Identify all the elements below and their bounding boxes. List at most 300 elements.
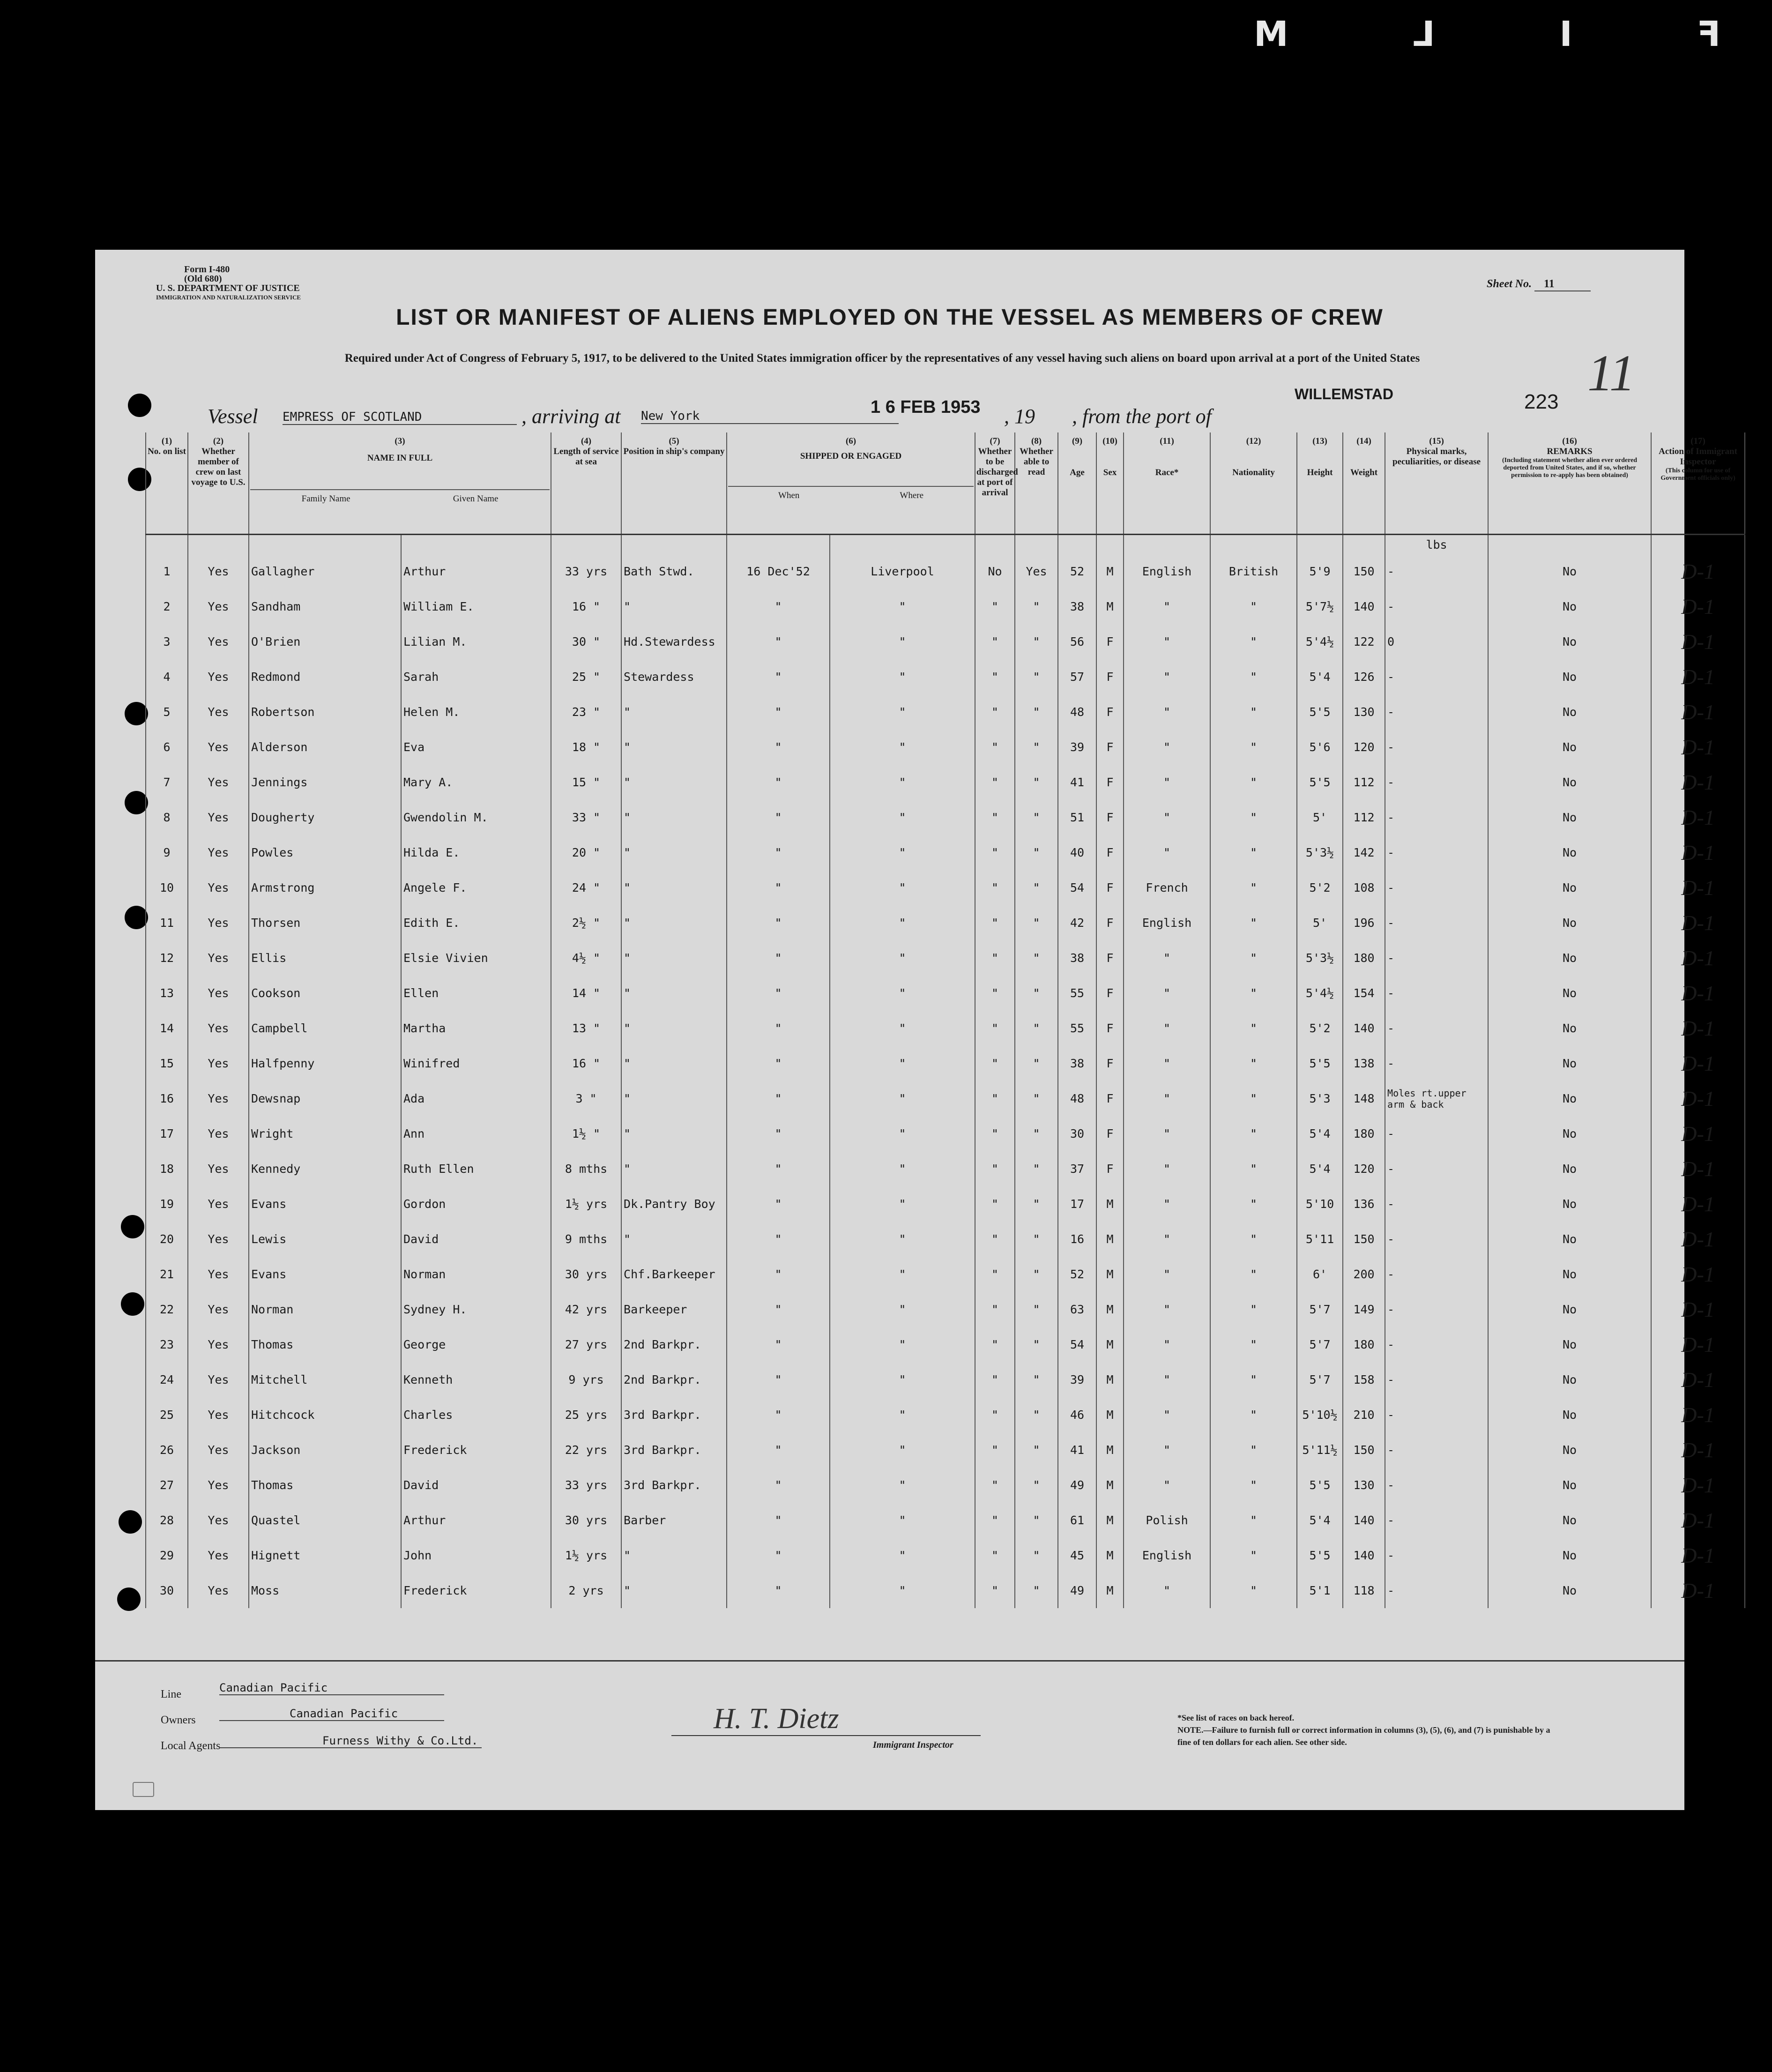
row-number-cell: 14: [146, 1011, 188, 1046]
previous-voyage-cell: Yes: [188, 800, 249, 835]
discharged-cell: No: [975, 554, 1015, 589]
physical-marks-cell: -: [1385, 870, 1488, 905]
nationality-cell: ": [1210, 1468, 1297, 1503]
position-cell: 2nd Barkpr.: [621, 1362, 727, 1397]
remarks-cell: No: [1488, 976, 1651, 1011]
punch-hole: [121, 1215, 144, 1238]
sheet-number-field: [1487, 278, 1591, 291]
previous-voyage-cell: Yes: [188, 765, 249, 800]
service-length-cell: 22 yrs: [551, 1432, 621, 1468]
footer-divider: [95, 1660, 1684, 1662]
shipped-when-cell: ": [727, 905, 830, 940]
remarks-cell: No: [1488, 940, 1651, 976]
weight-cell: 112: [1343, 800, 1385, 835]
remarks-cell: No: [1488, 1362, 1651, 1397]
table-row: [146, 730, 1745, 765]
discharged-cell: ": [975, 1468, 1015, 1503]
weight-cell: 120: [1343, 730, 1385, 765]
col-header-weight: (14) Weight: [1343, 432, 1385, 535]
nationality-cell: ": [1210, 1362, 1297, 1397]
shipped-where-cell: ": [830, 1538, 975, 1573]
physical-marks-cell: -: [1385, 1186, 1488, 1222]
previous-voyage-cell: Yes: [188, 1292, 249, 1327]
able-to-read-cell: ": [1015, 800, 1058, 835]
able-to-read-cell: ": [1015, 1186, 1058, 1222]
physical-marks-cell: -: [1385, 589, 1488, 624]
given-name-cell: Edith E.: [401, 905, 551, 940]
age-cell: 41: [1058, 1432, 1096, 1468]
punch-hole: [117, 1588, 141, 1611]
line-label: Line: [161, 1688, 181, 1700]
discharged-cell: ": [975, 1397, 1015, 1432]
table-row: [146, 765, 1745, 800]
previous-voyage-cell: Yes: [188, 1257, 249, 1292]
shipped-where-cell: ": [830, 1432, 975, 1468]
row-number-cell: 29: [146, 1538, 188, 1573]
row-number-cell: 8: [146, 800, 188, 835]
service-length-cell: 25 yrs: [551, 1397, 621, 1432]
service-length-cell: 25 ": [551, 659, 621, 694]
vessel-label: Vessel: [208, 405, 258, 428]
physical-marks-cell: -: [1385, 1538, 1488, 1573]
table-row: [146, 1468, 1745, 1503]
table-row: [146, 1116, 1745, 1151]
nationality-cell: ": [1210, 1327, 1297, 1362]
discharged-cell: ": [975, 1538, 1015, 1573]
row-number-cell: 3: [146, 624, 188, 659]
physical-marks-cell: -: [1385, 800, 1488, 835]
sex-cell: F: [1096, 730, 1124, 765]
able-to-read-cell: ": [1015, 1432, 1058, 1468]
position-cell: 3rd Barkpr.: [621, 1468, 727, 1503]
race-cell: ": [1124, 624, 1210, 659]
physical-marks-cell: -: [1385, 1046, 1488, 1081]
inspector-action-cell: D-1: [1651, 1151, 1745, 1186]
weight-cell: 140: [1343, 1538, 1385, 1573]
shipped-where-cell: ": [830, 624, 975, 659]
races-note: *See list of races on back hereof.: [1177, 1713, 1295, 1722]
able-to-read-cell: ": [1015, 1397, 1058, 1432]
previous-voyage-cell: Yes: [188, 1046, 249, 1081]
given-name-cell: George: [401, 1327, 551, 1362]
remarks-cell: No: [1488, 624, 1651, 659]
remarks-cell: No: [1488, 835, 1651, 870]
able-to-read-cell: ": [1015, 1468, 1058, 1503]
remarks-cell: No: [1488, 1292, 1651, 1327]
remarks-cell: No: [1488, 870, 1651, 905]
remarks-cell: No: [1488, 659, 1651, 694]
physical-marks-cell: -: [1385, 905, 1488, 940]
weight-cell: 148: [1343, 1081, 1385, 1116]
discharged-cell: ": [975, 1151, 1015, 1186]
remarks-cell: No: [1488, 1327, 1651, 1362]
shipped-where-cell: ": [830, 976, 975, 1011]
discharged-cell: ": [975, 1573, 1015, 1608]
col-header-inspector-action: (17) Action of Immigrant Inspector (This column for use of Government officials only): [1651, 432, 1745, 535]
nationality-cell: ": [1210, 659, 1297, 694]
previous-voyage-cell: Yes: [188, 554, 249, 589]
previous-voyage-cell: Yes: [188, 1011, 249, 1046]
table-row: [146, 1573, 1745, 1608]
row-number-cell: 28: [146, 1503, 188, 1538]
table-row: [146, 1257, 1745, 1292]
nationality-cell: ": [1210, 976, 1297, 1011]
margin-mark: 11: [1587, 344, 1635, 402]
shipped-when-cell: ": [727, 800, 830, 835]
department: U. S. DEPARTMENT OF JUSTICE: [156, 283, 300, 293]
discharged-cell: ": [975, 730, 1015, 765]
table-row: [146, 1292, 1745, 1327]
table-row: [146, 1432, 1745, 1468]
able-to-read-cell: ": [1015, 1011, 1058, 1046]
height-cell: 5'5: [1297, 765, 1343, 800]
punch-hole: [128, 394, 151, 417]
discharged-cell: ": [975, 1292, 1015, 1327]
table-row: [146, 1186, 1745, 1222]
punch-hole: [119, 1510, 142, 1534]
shipped-where-cell: ": [830, 905, 975, 940]
row-number-cell: 12: [146, 940, 188, 976]
shipped-where-cell: ": [830, 1222, 975, 1257]
family-name-cell: Armstrong: [249, 870, 401, 905]
age-cell: 37: [1058, 1151, 1096, 1186]
previous-voyage-cell: Yes: [188, 976, 249, 1011]
height-cell: 5'4: [1297, 659, 1343, 694]
family-name-cell: O'Brien: [249, 624, 401, 659]
shipped-when-cell: 16 Dec'52: [727, 554, 830, 589]
nationality-cell: British: [1210, 554, 1297, 589]
remarks-cell: No: [1488, 1011, 1651, 1046]
race-cell: ": [1124, 1186, 1210, 1222]
weight-cell: 149: [1343, 1292, 1385, 1327]
shipped-where-cell: ": [830, 1327, 975, 1362]
table-header: [146, 432, 1745, 535]
sex-cell: M: [1096, 554, 1124, 589]
discharged-cell: ": [975, 1222, 1015, 1257]
physical-marks-cell: -: [1385, 554, 1488, 589]
family-name-cell: Thomas: [249, 1468, 401, 1503]
inspector-action-cell: D-1: [1651, 765, 1745, 800]
given-name-cell: Ann: [401, 1116, 551, 1151]
owners-label: Owners: [161, 1714, 196, 1726]
height-cell: 5': [1297, 905, 1343, 940]
shipped-where-cell: ": [830, 800, 975, 835]
previous-voyage-cell: Yes: [188, 1573, 249, 1608]
service-length-cell: 9 mths: [551, 1222, 621, 1257]
position-cell: ": [621, 870, 727, 905]
race-cell: ": [1124, 800, 1210, 835]
fine-note: NOTE.—Failure to furnish full or correct information in columns (3), (5), (6), and (7) is punishable by a fine of ten dollars for each alien. See other side.: [1177, 1725, 1550, 1747]
sex-cell: M: [1096, 1362, 1124, 1397]
row-number-cell: 6: [146, 730, 188, 765]
previous-voyage-cell: Yes: [188, 694, 249, 730]
col-header-read: (8) Whether able to read: [1015, 432, 1058, 535]
col-header-shipped: (6) SHIPPED OR ENGAGED When Where: [727, 432, 975, 535]
family-name-cell: Dougherty: [249, 800, 401, 835]
inspector-action-cell: D-1: [1651, 1573, 1745, 1608]
able-to-read-cell: ": [1015, 1222, 1058, 1257]
nationality-cell: ": [1210, 1257, 1297, 1292]
weight-cell: 120: [1343, 1151, 1385, 1186]
height-cell: 5'11: [1297, 1222, 1343, 1257]
shipped-where-cell: Liverpool: [830, 554, 975, 589]
inspector-action-cell: D-1: [1651, 1011, 1745, 1046]
position-cell: 3rd Barkpr.: [621, 1432, 727, 1468]
row-number-cell: 9: [146, 835, 188, 870]
height-cell: 5'3½: [1297, 835, 1343, 870]
inspector-action-cell: D-1: [1651, 835, 1745, 870]
remarks-cell: No: [1488, 800, 1651, 835]
row-number-cell: 25: [146, 1397, 188, 1432]
row-number-cell: 7: [146, 765, 188, 800]
able-to-read-cell: ": [1015, 1081, 1058, 1116]
able-to-read-cell: ": [1015, 835, 1058, 870]
sex-cell: M: [1096, 1186, 1124, 1222]
position-cell: Barber: [621, 1503, 727, 1538]
height-cell: 5'5: [1297, 1046, 1343, 1081]
sex-cell: F: [1096, 870, 1124, 905]
arriving-label: , arriving at: [521, 405, 621, 428]
discharged-cell: ": [975, 976, 1015, 1011]
table-row: [146, 1046, 1745, 1081]
nationality-cell: ": [1210, 1432, 1297, 1468]
age-cell: 39: [1058, 1362, 1096, 1397]
discharged-cell: ": [975, 765, 1015, 800]
age-cell: 17: [1058, 1186, 1096, 1222]
discharged-cell: ": [975, 940, 1015, 976]
shipped-where-cell: ": [830, 870, 975, 905]
race-cell: ": [1124, 1011, 1210, 1046]
previous-voyage-cell: Yes: [188, 1397, 249, 1432]
row-number-cell: 21: [146, 1257, 188, 1292]
able-to-read-cell: ": [1015, 1327, 1058, 1362]
nationality-cell: ": [1210, 730, 1297, 765]
age-cell: 63: [1058, 1292, 1096, 1327]
weight-cell: 140: [1343, 1011, 1385, 1046]
row-number-cell: 20: [146, 1222, 188, 1257]
weight-cell: 140: [1343, 589, 1385, 624]
age-cell: 48: [1058, 694, 1096, 730]
table-row: [146, 659, 1745, 694]
weight-cell: 112: [1343, 765, 1385, 800]
shipped-where-cell: ": [830, 1397, 975, 1432]
height-cell: 5'11½: [1297, 1432, 1343, 1468]
physical-marks-cell: -: [1385, 976, 1488, 1011]
age-cell: 51: [1058, 800, 1096, 835]
service-length-cell: 42 yrs: [551, 1292, 621, 1327]
nationality-cell: ": [1210, 765, 1297, 800]
age-cell: 49: [1058, 1573, 1096, 1608]
age-cell: 38: [1058, 589, 1096, 624]
family-name-cell: Moss: [249, 1573, 401, 1608]
row-number-cell: 23: [146, 1327, 188, 1362]
shipped-where-cell: ": [830, 1573, 975, 1608]
shipped-when-cell: ": [727, 835, 830, 870]
remarks-cell: No: [1488, 1503, 1651, 1538]
service-length-cell: 20 ": [551, 835, 621, 870]
height-cell: 5'4: [1297, 1503, 1343, 1538]
shipped-where-cell: ": [830, 1011, 975, 1046]
service-length-cell: 1½ ": [551, 1116, 621, 1151]
weight-cell: 180: [1343, 940, 1385, 976]
table-row: [146, 976, 1745, 1011]
film-marker: F I L M: [1197, 14, 1720, 54]
service-length-cell: 18 ": [551, 730, 621, 765]
position-cell: 3rd Barkpr.: [621, 1397, 727, 1432]
given-name-cell: Lilian M.: [401, 624, 551, 659]
remarks-cell: No: [1488, 1222, 1651, 1257]
position-cell: ": [621, 1116, 727, 1151]
inspector-action-cell: D-1: [1651, 1397, 1745, 1432]
shipped-when-cell: ": [727, 1011, 830, 1046]
nationality-cell: ": [1210, 1292, 1297, 1327]
physical-marks-cell: -: [1385, 765, 1488, 800]
arrival-port: New York: [641, 409, 899, 424]
physical-marks-cell: -: [1385, 1011, 1488, 1046]
physical-marks-cell: -: [1385, 835, 1488, 870]
weight-cell: 140: [1343, 1503, 1385, 1538]
sex-cell: M: [1096, 1503, 1124, 1538]
family-name-cell: Mitchell: [249, 1362, 401, 1397]
service-length-cell: 9 yrs: [551, 1362, 621, 1397]
inspector-action-cell: D-1: [1651, 940, 1745, 976]
position-cell: ": [621, 1046, 727, 1081]
inspector-action-cell: D-1: [1651, 905, 1745, 940]
shipped-when-cell: ": [727, 1397, 830, 1432]
given-name-cell: Charles: [401, 1397, 551, 1432]
service-length-cell: 8 mths: [551, 1151, 621, 1186]
race-cell: ": [1124, 1222, 1210, 1257]
age-cell: 40: [1058, 835, 1096, 870]
table-row: [146, 1362, 1745, 1397]
form-subtitle: Required under Act of Congress of February 5, 1917, to be delivered to the United States immigration officer by the representatives of any vessel having such aliens on board upon arrival at a port of the United States: [344, 352, 1420, 365]
inspector-action-cell: D-1: [1651, 1327, 1745, 1362]
service-length-cell: 16 ": [551, 1046, 621, 1081]
shipped-where-cell: ": [830, 835, 975, 870]
remarks-cell: No: [1488, 1046, 1651, 1081]
service-length-cell: 23 ": [551, 694, 621, 730]
inspector-action-cell: D-1: [1651, 730, 1745, 765]
table-row: [146, 1397, 1745, 1432]
able-to-read-cell: ": [1015, 1503, 1058, 1538]
race-cell: ": [1124, 1327, 1210, 1362]
sex-cell: F: [1096, 835, 1124, 870]
able-to-read-cell: ": [1015, 589, 1058, 624]
age-cell: 56: [1058, 624, 1096, 659]
previous-voyage-cell: Yes: [188, 905, 249, 940]
family-name-cell: Powles: [249, 835, 401, 870]
nationality-cell: ": [1210, 1503, 1297, 1538]
age-cell: 61: [1058, 1503, 1096, 1538]
discharged-cell: ": [975, 870, 1015, 905]
able-to-read-cell: ": [1015, 1292, 1058, 1327]
nationality-cell: ": [1210, 1081, 1297, 1116]
shipped-when-cell: ": [727, 1186, 830, 1222]
nationality-cell: ": [1210, 1222, 1297, 1257]
shipped-where-cell: ": [830, 765, 975, 800]
service-length-cell: 15 ": [551, 765, 621, 800]
given-name-cell: Frederick: [401, 1432, 551, 1468]
given-name-cell: Martha: [401, 1011, 551, 1046]
physical-marks-cell: -: [1385, 940, 1488, 976]
table-row: [146, 800, 1745, 835]
col-header-sex: (10) Sex: [1096, 432, 1124, 535]
row-number-cell: 4: [146, 659, 188, 694]
height-cell: 5'3: [1297, 1081, 1343, 1116]
position-cell: ": [621, 940, 727, 976]
race-cell: ": [1124, 976, 1210, 1011]
nationality-cell: ": [1210, 1116, 1297, 1151]
position-cell: ": [621, 976, 727, 1011]
sex-cell: F: [1096, 694, 1124, 730]
family-name-cell: Jennings: [249, 765, 401, 800]
position-cell: ": [621, 1573, 727, 1608]
col-header-name: (3) NAME IN FULL Family Name Given Name: [249, 432, 551, 535]
physical-marks-cell: -: [1385, 1432, 1488, 1468]
position-cell: ": [621, 1222, 727, 1257]
height-cell: 5'7½: [1297, 589, 1343, 624]
previous-voyage-cell: Yes: [188, 1468, 249, 1503]
able-to-read-cell: ": [1015, 940, 1058, 976]
family-name-cell: Ellis: [249, 940, 401, 976]
service: IMMIGRATION AND NATURALIZATION SERVICE: [156, 294, 301, 301]
weight-cell: 210: [1343, 1397, 1385, 1432]
remarks-cell: No: [1488, 554, 1651, 589]
race-cell: English: [1124, 554, 1210, 589]
remarks-cell: No: [1488, 1538, 1651, 1573]
sex-cell: F: [1096, 905, 1124, 940]
sex-cell: M: [1096, 1292, 1124, 1327]
race-cell: ": [1124, 1116, 1210, 1151]
weight-cell: 118: [1343, 1573, 1385, 1608]
position-cell: ": [621, 1151, 727, 1186]
shipped-where-cell: ": [830, 940, 975, 976]
age-cell: 38: [1058, 940, 1096, 976]
unit-row: [146, 535, 1745, 554]
shipped-when-cell: ": [727, 870, 830, 905]
remarks-cell: No: [1488, 1151, 1651, 1186]
race-cell: ": [1124, 1292, 1210, 1327]
given-name-cell: Norman: [401, 1257, 551, 1292]
race-cell: ": [1124, 730, 1210, 765]
col-header-no: (1) No. on list: [146, 432, 188, 535]
shipped-where-cell: ": [830, 1151, 975, 1186]
previous-voyage-cell: Yes: [188, 870, 249, 905]
nationality-cell: ": [1210, 1046, 1297, 1081]
height-cell: 5'7: [1297, 1327, 1343, 1362]
nationality-cell: ": [1210, 624, 1297, 659]
col-header-height: (13) Height: [1297, 432, 1343, 535]
weight-cell: 130: [1343, 694, 1385, 730]
sex-cell: F: [1096, 624, 1124, 659]
departure-port: WILLEMSTAD: [1295, 386, 1393, 402]
given-name-cell: Winifred: [401, 1046, 551, 1081]
family-name-cell: Alderson: [249, 730, 401, 765]
able-to-read-cell: ": [1015, 1151, 1058, 1186]
col-header-nationality: (12) Nationality: [1210, 432, 1297, 535]
col-header-remarks: (16) REMARKS (Including statement whether alien ever ordered deported from United States, and if so, whether permission to re-apply has been obtained): [1488, 432, 1651, 535]
position-cell: ": [621, 730, 727, 765]
age-cell: 54: [1058, 1327, 1096, 1362]
shipped-where-cell: ": [830, 1292, 975, 1327]
race-cell: ": [1124, 1362, 1210, 1397]
table-row: [146, 1151, 1745, 1186]
weight-cell: 138: [1343, 1046, 1385, 1081]
previous-voyage-cell: Yes: [188, 1081, 249, 1116]
family-name-cell: Hignett: [249, 1538, 401, 1573]
inspector-action-cell: D-1: [1651, 1503, 1745, 1538]
discharged-cell: ": [975, 1257, 1015, 1292]
